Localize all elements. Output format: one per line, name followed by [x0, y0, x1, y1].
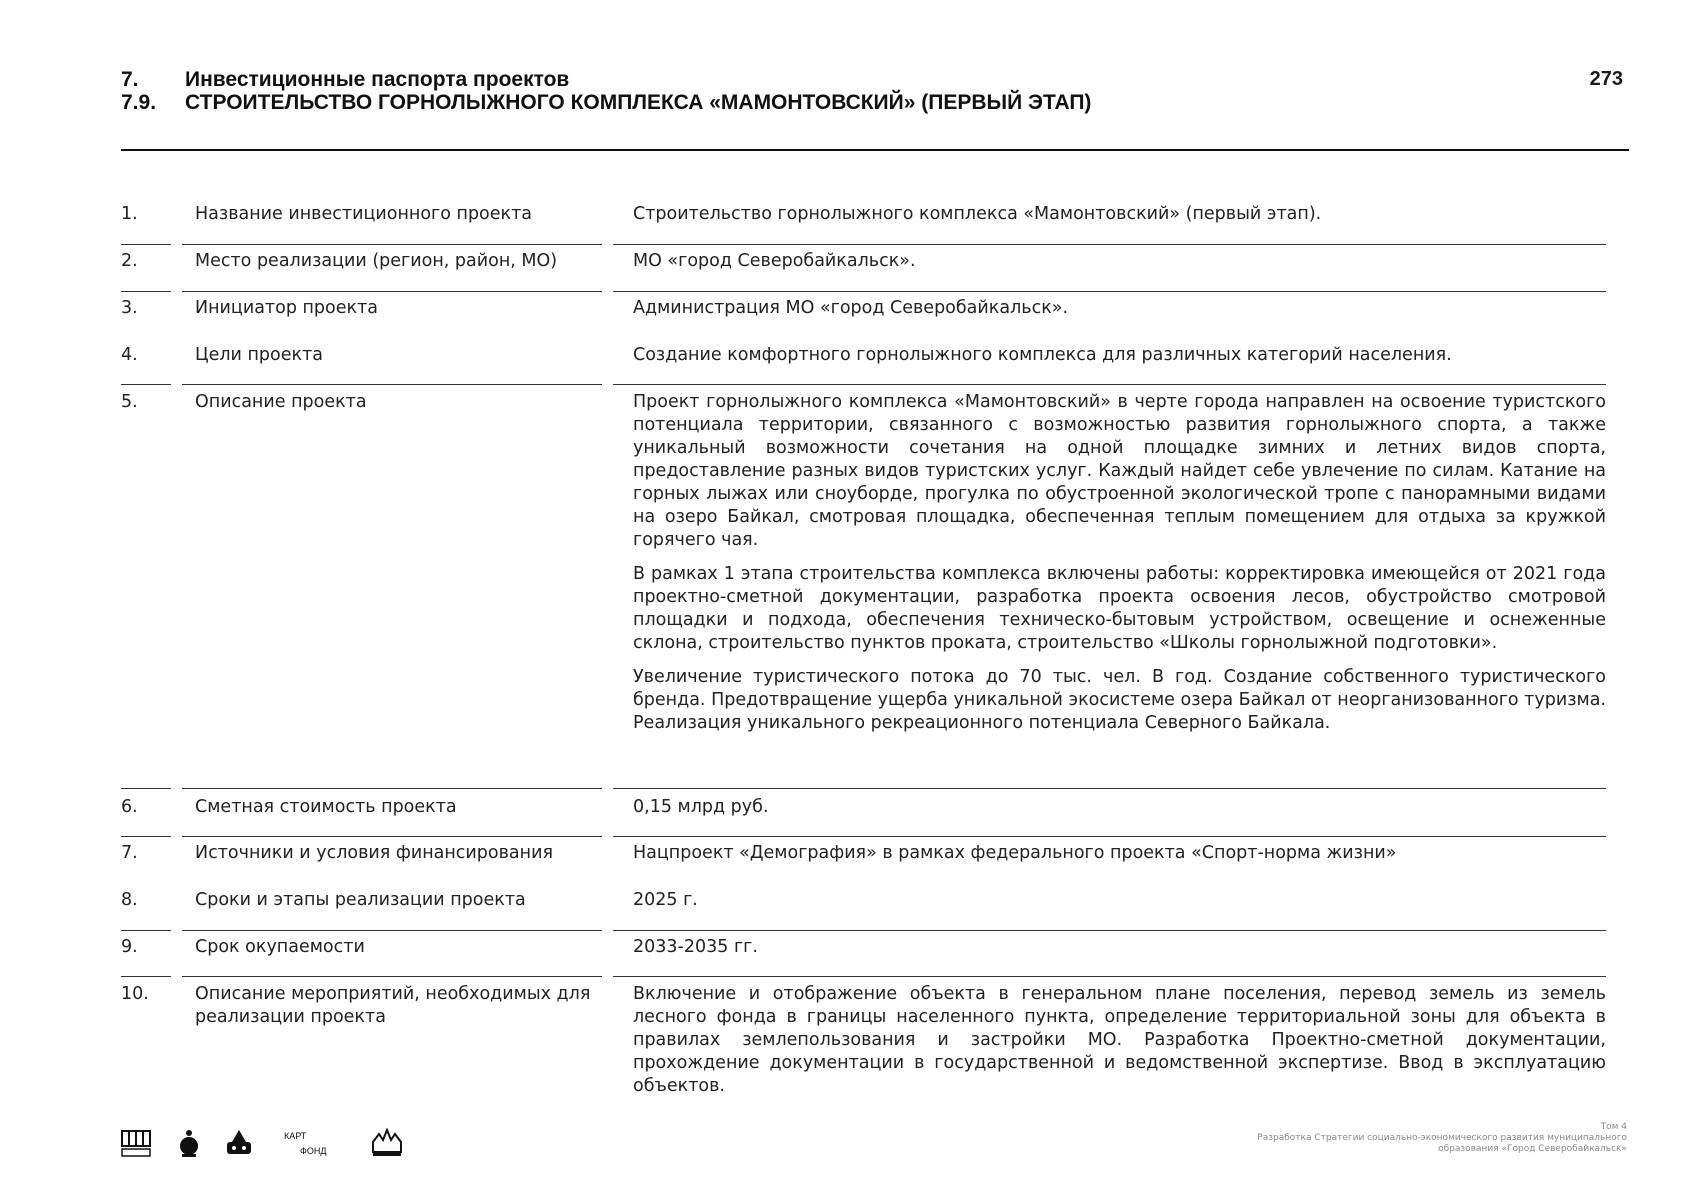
row-label: Инициатор проекта — [195, 298, 378, 318]
row-divider — [613, 976, 1606, 977]
row-value: 0,15 млрд руб. — [633, 797, 769, 817]
row-number: 6. — [121, 797, 138, 817]
row-number: 3. — [121, 298, 138, 318]
row-number: 5. — [121, 392, 138, 412]
svg-text:КАРТ: КАРТ — [284, 1131, 307, 1141]
row-value: Нацпроект «Демография» в рамках федерального проекта «Спорт-норма жизни» — [633, 843, 1397, 863]
svg-text:ФОНД: ФОНД — [300, 1146, 327, 1156]
row-divider — [613, 930, 1606, 931]
row-value: Администрация МО «город Северобайкальск». — [633, 298, 1069, 318]
description-paragraph: Проект горнолыжного комплекса «Мамонтовский» в черте города направлен на освоение туристского потенциала территории, связанного с возможностью развития горнолыжного спорта, а также уникальный возможности сочетания на одной площадке зимних и летних видов спорта, предоставление разных видов туристских услуг. Каждый найдет себе увлечение по силам. Катание на горных лыжах или сноуборде, прогулка по обустроенной экологической тропе с панорамными видами на озеро Байкал, смотровая площадка, обеспеченная теплым помещением для отдыха за кружкой горячего чая. — [633, 392, 1606, 550]
kart-fond-logo — [282, 1128, 342, 1158]
row-divider — [613, 244, 1606, 245]
row-label: Срок окупаемости — [195, 937, 365, 957]
page-number: 273 — [1589, 68, 1623, 90]
row-value: Строительство горнолыжного комплекса «Мамонтовский» (первый этап). — [633, 204, 1322, 224]
section-number: 7. — [121, 68, 139, 91]
row-divider — [613, 788, 1606, 789]
row-number: 1. — [121, 204, 138, 224]
row-divider — [613, 836, 1606, 837]
section-heading — [121, 68, 569, 92]
row-divider — [182, 788, 602, 789]
footer-line: Разработка Стратегии социально-экономического развития муниципального — [1257, 1133, 1627, 1143]
row-divider — [121, 244, 171, 245]
emblem-logo-2 — [224, 1128, 254, 1158]
row-number: 2. — [121, 251, 138, 271]
row-label: Место реализации (регион, район, МО) — [195, 251, 558, 271]
row-label: Описание проекта — [195, 392, 367, 412]
row-label: Сроки и этапы реализации проекта — [195, 890, 526, 910]
row-value: 2033-2035 гг. — [633, 937, 758, 957]
row-divider — [121, 788, 171, 789]
row-number: 8. — [121, 890, 138, 910]
row-divider — [182, 244, 602, 245]
subsection-heading — [121, 91, 1091, 115]
row-divider — [121, 836, 171, 837]
row-label: Название инвестиционного проекта — [195, 204, 533, 224]
row-value: Включение и отображение объекта в генеральном плане поселения, перевод земель из земель лесного фонда в границы населенного пункта, определение территориальной зоны для объекта в правилах землепользования и застройки МО. Разработка Проектно-сметной документации, прохождение документации в государственной и ведомственной экспертизе. Ввод в эксплуатацию объектов. — [633, 984, 1606, 1096]
row-divider — [121, 930, 171, 931]
row-number: 4. — [121, 345, 138, 365]
row-divider — [182, 836, 602, 837]
row-divider — [182, 291, 602, 292]
row-divider — [121, 384, 171, 385]
row-value: 2025 г. — [633, 890, 698, 910]
row-divider — [182, 384, 602, 385]
emblem-logo-1 — [178, 1128, 200, 1158]
row-label: Описание мероприятий, необходимых для реализации проекта — [195, 984, 591, 1027]
row-number: 9. — [121, 937, 138, 957]
row-divider — [613, 384, 1606, 385]
row-value: МО «город Северобайкальск». — [633, 251, 916, 271]
row-number: 10. — [121, 984, 149, 1004]
row-divider — [121, 976, 171, 977]
row-divider — [613, 291, 1606, 292]
row-divider — [182, 976, 602, 977]
footer-volume: Том 4 — [1600, 1122, 1627, 1132]
header-rule — [121, 149, 1629, 151]
row-divider — [182, 930, 602, 931]
row-divider — [121, 291, 171, 292]
section-title: Инвестиционные паспорта проектов — [185, 68, 570, 91]
footer-caption — [1207, 1122, 1627, 1155]
row-label: Источники и условия финансирования — [195, 843, 553, 863]
ddm-logo — [121, 1128, 151, 1158]
description-paragraph: Увеличение туристического потока до 70 тыс. чел. В год. Создание собственного туристического бренда. Предотвращение ущерба уникальной экосистеме озера Байкал от неорганизованного туризма. Реализация уникального рекреационного потенциала Северного Байкала. — [633, 667, 1606, 733]
row-label: Сметная стоимость проекта — [195, 797, 457, 817]
row-number: 7. — [121, 843, 138, 863]
subsection-title: СТРОИТЕЛЬСТВО ГОРНОЛЫЖНОГО КОМПЛЕКСА «МАМОНТОВСКИЙ» (ПЕРВЫЙ ЭТАП) — [185, 91, 1092, 114]
crown-emblem-logo — [370, 1128, 404, 1158]
row-value: Создание комфортного горнолыжного комплекса для различных категорий населения. — [633, 345, 1452, 365]
row-label: Цели проекта — [195, 345, 323, 365]
subsection-number: 7.9. — [121, 91, 157, 114]
description-paragraph: В рамках 1 этапа строительства комплекса включены работы: корректировка имеющейся от 2021 года проектно-сметной документации, разработка проекта освоения лесов, обустройство смотровой площадки и подхода, обеспечения техническо-бытовым устройством, освещение и оснеженные склона, строительство пунктов проката, строительство «Школы горнолыжной подготовки». — [633, 564, 1606, 653]
project-description — [633, 391, 1606, 746]
footer-line: образования «Город Северобайкальск» — [1438, 1144, 1627, 1154]
